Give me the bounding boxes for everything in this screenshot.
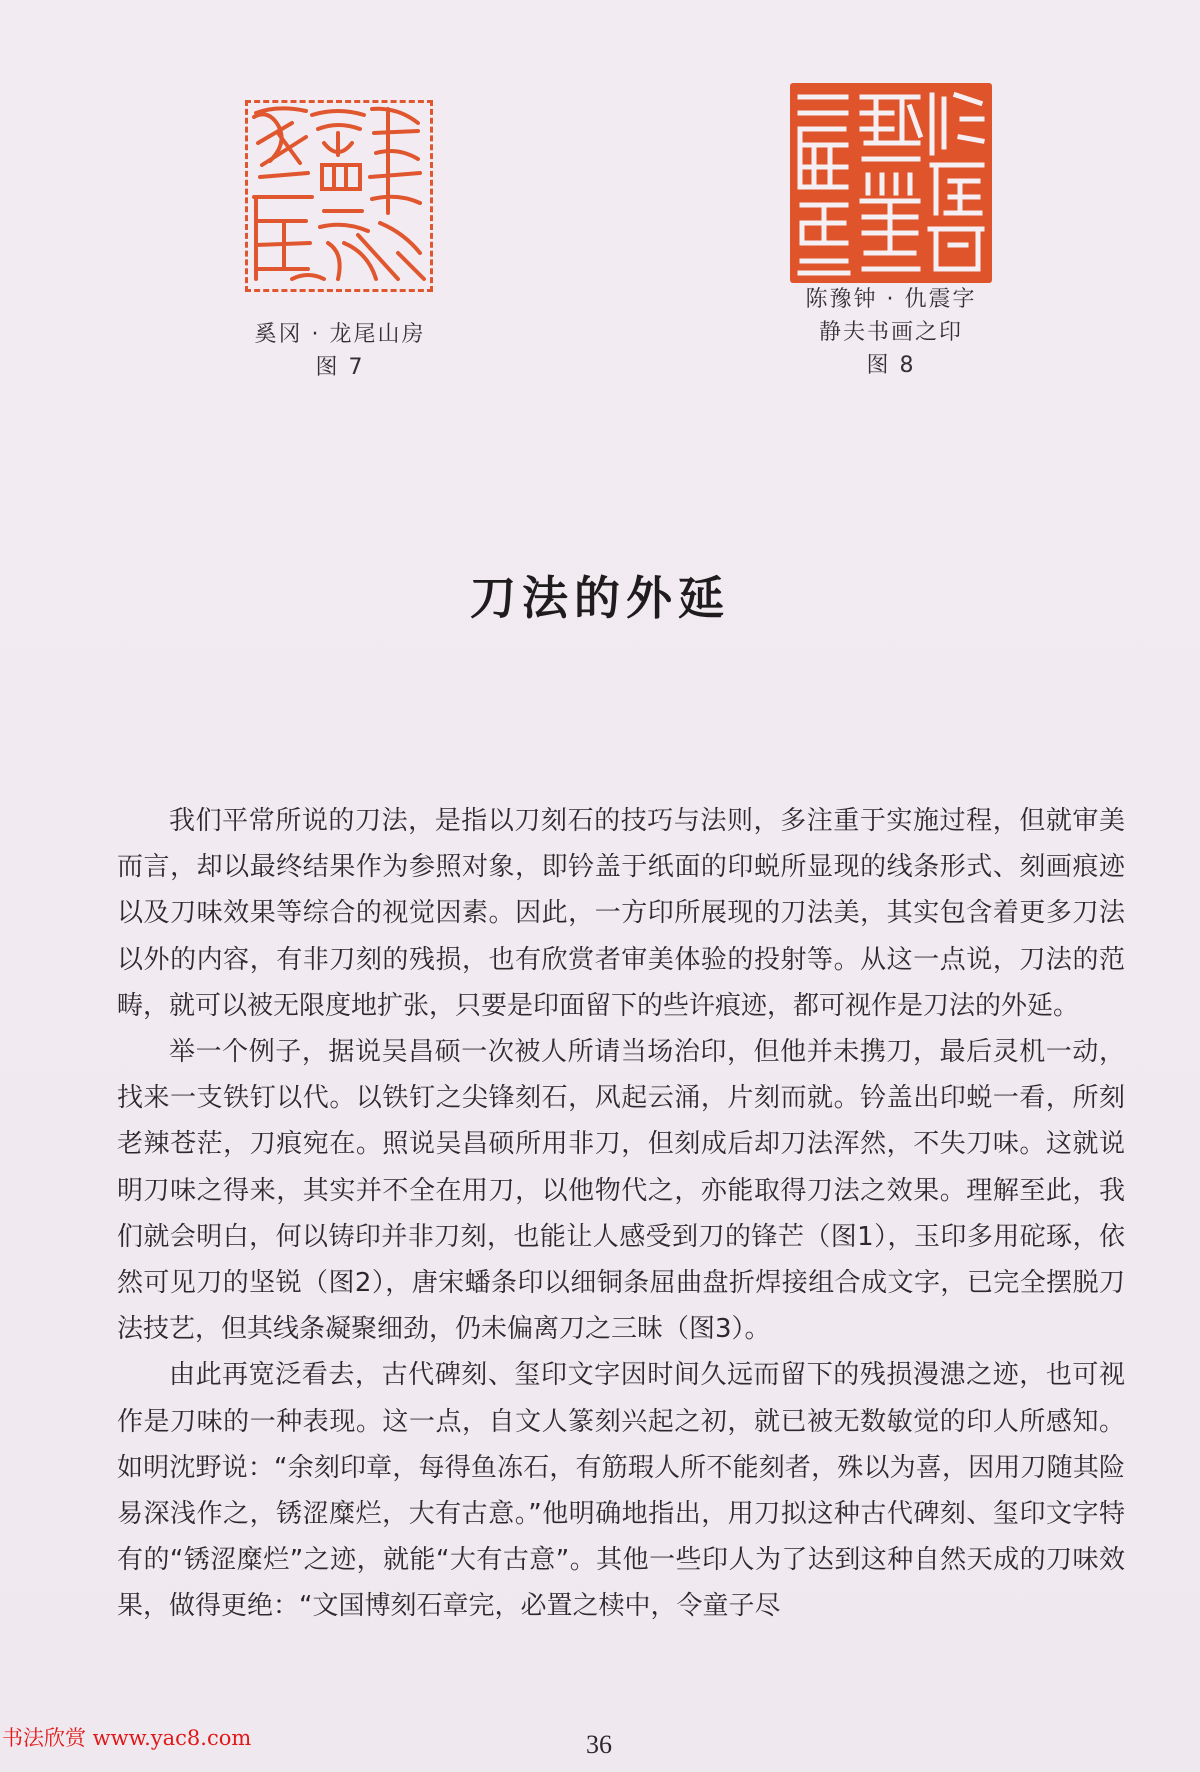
- paragraph-1: 我们平常所说的刀法，是指以刀刻石的技巧与法则，多注重于实施过程，但就审美而言，却以最终结果作为参照对象，即钤盖于纸面的印蜕所显现的线条形式、刻画痕迹以及刀味效果等综合的视觉因素。因此，一方印所展现的刀法美，其实包含着更多刀法以外的内容，有非刀刻的残损，也有欣赏者审美体验的投射等。从这一点说，刀法的范畴，就可以被无限度地扩张，只要是印面留下的些许痕迹，都可视作是刀法的外延。: [117, 806, 1125, 1021]
- paragraph-3: 由此再宽泛看去，古代碑刻、玺印文字因时间久远而留下的残损漫漶之迹，也可视作是刀味的一种表现。这一点，自文人篆刻兴起之初，就已被无数敏觉的印人所感知。如明沈野说：“余刻印章，每得鱼冻石，有筋瑕人所不能刻者，殊以为喜，因用刀随其险易深浅作之，锈涩糜烂，大有古意。”他明确地指出，用刀拟这种古代碑刻、玺印文字特有的“锈涩糜烂”之迹，就能“大有古意”。其他一些印人为了达到这种自然天成的刀味效果，做得更绝：“文国博刻石章完，必置之椟中，令童子尽: [117, 1360, 1125, 1622]
- figure-7-number: 图 7: [315, 355, 365, 380]
- figure-8-caption: [750, 283, 1032, 382]
- seal-image-jingfu-shuhua-zhiyin: [790, 83, 992, 283]
- seal-baiwen-glyphs-icon: [790, 83, 992, 283]
- seal-zhuwen-glyphs-icon: [248, 103, 430, 289]
- page-number: 36: [586, 1730, 612, 1759]
- body-text: [117, 798, 1125, 1630]
- figure-7-title: 奚冈 · 龙尾山房: [254, 322, 426, 347]
- paragraph-2: 举一个例子，据说吴昌硕一次被人所请当场治印，但他并未携刀，最后灵机一动，找来一支铁钉以代。以铁钉之尖锋刻石，风起云涌，片刻而就。钤盖出印蜕一看，所刻老辣苍茫，刀痕宛在。照说吴昌硕所用非刀，但刻成后却刀法浑然，不失刀味。这就说明刀味之得来，其实并不全在用刀，以他物代之，亦能取得刀法之效果。理解至此，我们就会明白，何以铸印并非刀刻，也能让人感受到刀的锋芒（图1），玉印多用砣琢，依然可见刀的坚锐（图2），唐宋蟠条印以细铜条屈曲盘折焊接组合成文字，已完全摆脱刀法技艺，但其线条凝聚细劲，仍未偏离刀之三昧（图3）。: [117, 1037, 1125, 1345]
- seal-image-longwei-shanfang: [245, 100, 433, 292]
- site-watermark-link[interactable]: 书法欣赏 www.yac8.com: [2, 1726, 252, 1750]
- chapter-title: 刀法的外延: [470, 571, 730, 625]
- figure-8-title: 陈豫钟 · 仇震字: [805, 287, 977, 312]
- figure-8-number: 图 8: [866, 353, 916, 378]
- figure-8-subtitle: 静夫书画之印: [818, 320, 963, 345]
- figure-7-caption: [200, 318, 480, 384]
